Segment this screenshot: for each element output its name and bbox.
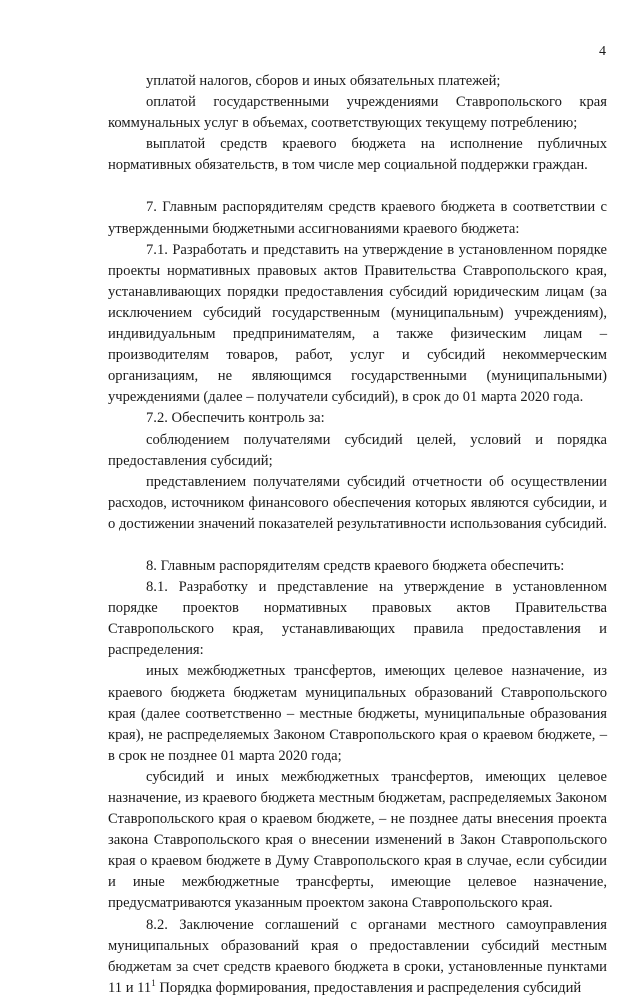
document-body (108, 71, 607, 999)
paragraph (108, 767, 607, 915)
paragraph-text: иных межбюджетных трансфертов, имеющих целевое назначение, из краевого бюджета бюджетам муниципальных образований Ставропольского края (далее соответственно – местные бюджеты, муниципальные образования края), не распределяемых Законом Ставропольского края о краевом бюджете, – в срок не позднее 01 марта 2020 года; (108, 663, 607, 764)
paragraph (108, 472, 607, 535)
paragraph (108, 134, 607, 176)
paragraph (108, 92, 607, 134)
paragraph-text: 7.2. Обеспечить контроль за: (146, 410, 325, 427)
paragraph (108, 240, 607, 409)
paragraph-text: представлением получателями субсидий отчетности об осуществлении расходов, источником финансового обеспечения которых являются субсидии, и о достижении значений показателей результативности использования субсидий. (108, 473, 607, 532)
paragraph (108, 430, 607, 472)
paragraph-text: 7.1. Разработать и представить на утверждение в установленном порядке проекты нормативных правовых актов Правительства Ставропольского края, устанавливающих порядки предоставления субсидий юридическим лицам (за исключением субсидий государственным (муниципальным) учреждениям), индивидуальным предпринимателям, а также физическим лицам – производителям товаров, работ, услуг и субсидий некоммерческим организациям, не являющимся государственными (муниципальными) учреждениями (далее – получатели субсидий), в срок до 01 марта 2020 года. (108, 241, 607, 406)
paragraph-text: 8. Главным распорядителям средств краевого бюджета обеспечить: (146, 557, 565, 574)
superscript: 1 (151, 977, 156, 988)
paragraph (108, 577, 607, 661)
paragraph (108, 661, 607, 766)
paragraph (108, 197, 607, 239)
paragraph-text: уплатой налогов, сборов и иных обязательных платежей; (146, 73, 501, 89)
paragraph-text: 8.2. Заключение соглашений с органами местного самоуправления муниципальных образований края о предоставлении субсидий местным бюджетам за счет средств краевого бюджета в сроки, установленные пунктами 11 и 11 (108, 916, 607, 996)
paragraph-text-tail: Порядка формирования, предоставления и распределения субсидий (155, 979, 582, 996)
paragraph-text: выплатой средств краевого бюджета на исполнение публичных нормативных обязательств, в том числе мер социальной поддержки граждан. (108, 136, 607, 174)
paragraph-text: 7. Главным распорядителям средств краевого бюджета в соответствии с утвержденными бюджетными ассигнованиями краевого бюджета: (108, 199, 607, 237)
paragraph-spacer (108, 535, 607, 556)
paragraph-text: оплатой государственными учреждениями Ставропольского края коммунальных услуг в объемах, соответствующих текущему потреблению; (108, 94, 607, 132)
paragraph-spacer (108, 176, 607, 197)
paragraph (108, 408, 607, 429)
paragraph (108, 71, 607, 92)
paragraph-text: соблюдением получателями субсидий целей, условий и порядка предоставления субсидий; (108, 431, 607, 469)
paragraph-text: субсидий и иных межбюджетных трансфертов, имеющих целевое назначение, из краевого бюджета местным бюджетам, распределяемых Законом Ставропольского края о краевом бюджете, – не позднее даты внесения проекта закона Ставропольского края о внесении изменений в Закон Ставропольского края о краевом бюджете в Думу Ставропольского края в случае, если субсидии и иные межбюджетные трансферты, имеющие целевое назначение, предусматриваются указанным проектом закона Ставропольского края. (108, 768, 607, 912)
paragraph (108, 915, 607, 999)
paragraph-text: 8.1. Разработку и представление на утверждение в установленном порядке проектов нормативных правовых актов Правительства Ставропольского края, устанавливающих правила предоставления и распределения: (108, 579, 607, 659)
paragraph (108, 556, 607, 577)
page-number: 4 (599, 44, 606, 59)
